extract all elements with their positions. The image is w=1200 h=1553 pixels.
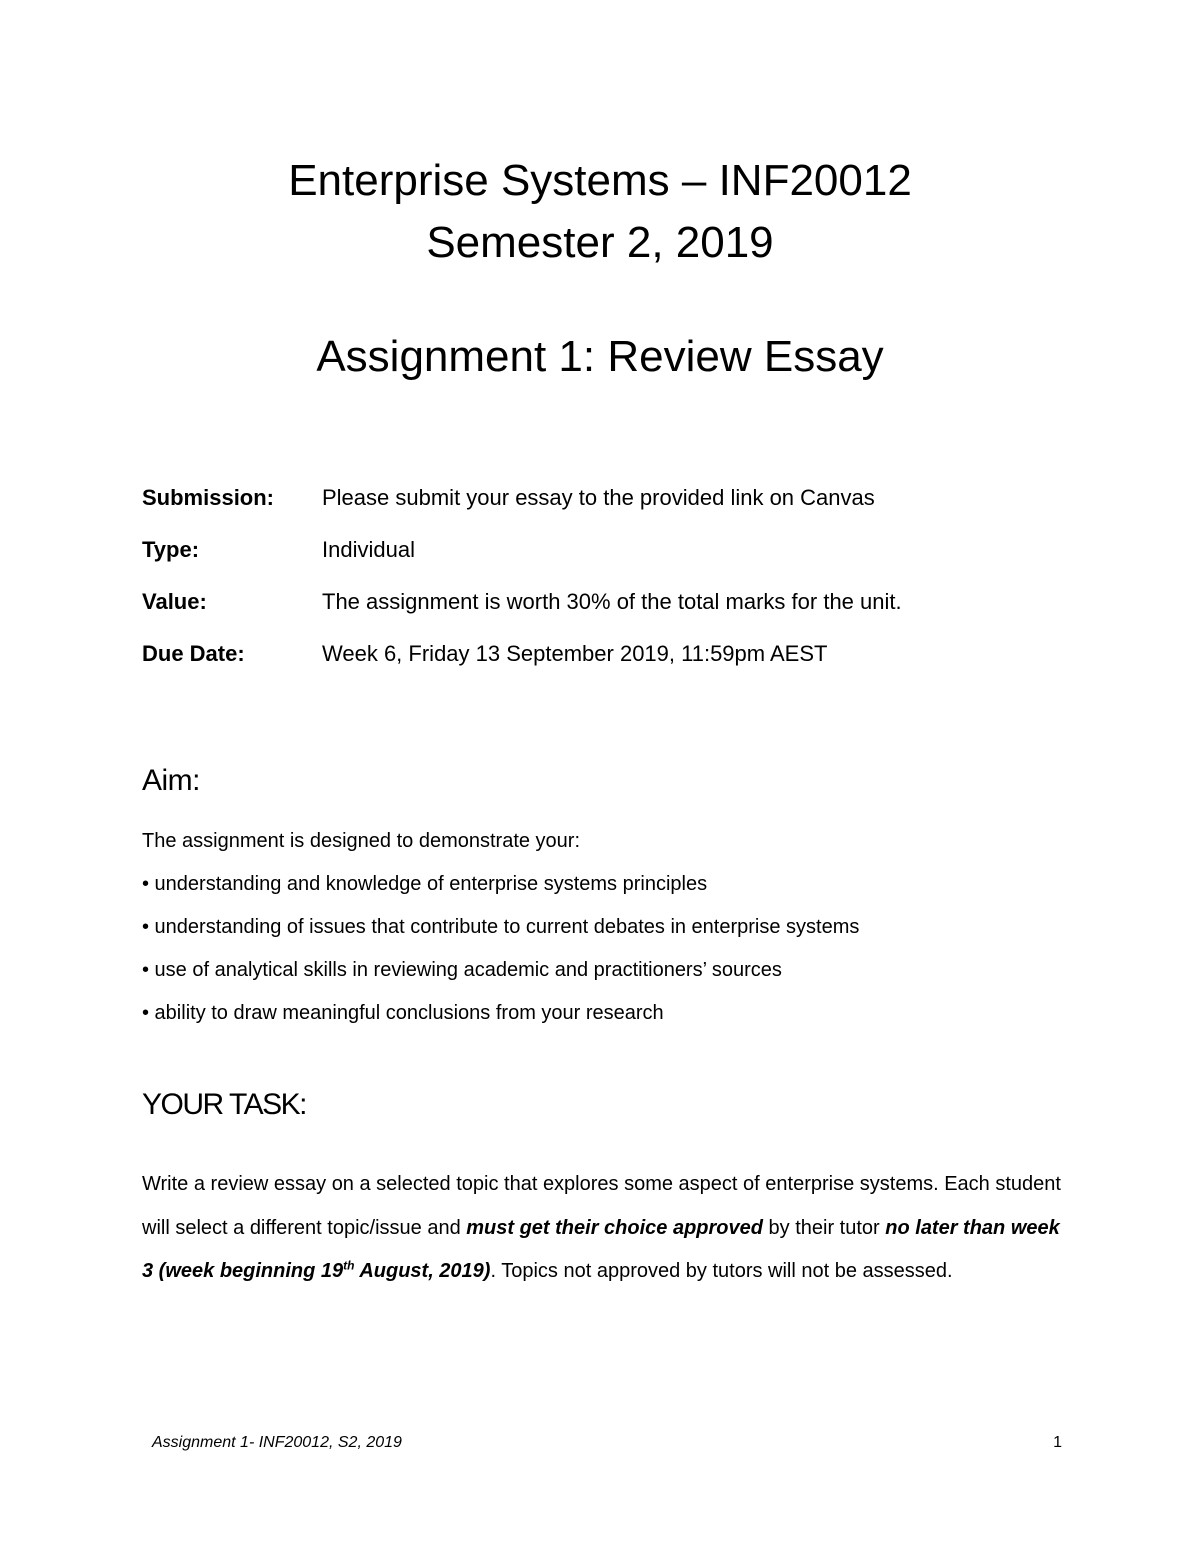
aim-bullet: • use of analytical skills in reviewing academic and practitioners’ sources [142, 959, 782, 981]
value-label: Value: [142, 589, 207, 614]
task-text-part: by their tutor [762, 1216, 886, 1239]
task-deadline-date: August, 2019) [354, 1260, 491, 1282]
course-title: Enterprise Systems – INF20012 [288, 156, 912, 205]
type-row [142, 524, 1062, 576]
title-block [0, 150, 1200, 274]
semester-title: Semester 2, 2019 [426, 218, 774, 267]
aim-heading: Aim: [142, 764, 200, 797]
submission-value: Please submit your essay to the provided link on Canvas [322, 485, 875, 510]
type-label: Type: [142, 537, 200, 562]
due-date-value: Week 6, Friday 13 September 2019, 11:59pm AEST [322, 641, 828, 666]
task-text-part: Write a review essay on a selected topic that explores some aspect of enterprise systems. Each student will select a different topic/issue and [142, 1173, 1061, 1239]
page-number: 1 [1053, 1434, 1062, 1451]
value-value: The assignment is worth 30% of the total marks for the unit. [322, 589, 902, 614]
aim-bullet: • understanding of issues that contribute to current debates in enterprise systems [142, 916, 860, 938]
task-text-part: . Topics not approved by tutors will not be assessed. [490, 1260, 953, 1282]
submission-label: Submission: [142, 485, 275, 510]
type-value: Individual [322, 537, 415, 562]
aim-bullet: • ability to draw meaningful conclusions from your research [142, 1002, 664, 1024]
task-paragraph [142, 1163, 1062, 1294]
task-deadline-text: no later than week 3 (week beginning 19 [142, 1216, 1060, 1282]
assignment-details [142, 472, 1062, 680]
task-emphasis-approval: must get their choice approved [466, 1216, 763, 1239]
aim-bullet: • understanding and knowledge of enterprise systems principles [142, 873, 708, 895]
due-date-row [142, 628, 1062, 680]
submission-row [142, 472, 1062, 524]
page-footer [152, 1434, 1062, 1452]
due-date-label: Due Date: [142, 641, 245, 666]
assignment-title: Assignment 1: Review Essay [316, 332, 884, 381]
value-row [142, 576, 1062, 628]
ordinal-suffix: th [343, 1258, 355, 1273]
aim-intro: The assignment is designed to demonstrate your: [142, 830, 581, 852]
footer-text: Assignment 1- INF20012, S2, 2019 [152, 1434, 402, 1451]
aim-section [142, 822, 1062, 1037]
task-heading: YOUR TASK: [142, 1088, 306, 1121]
